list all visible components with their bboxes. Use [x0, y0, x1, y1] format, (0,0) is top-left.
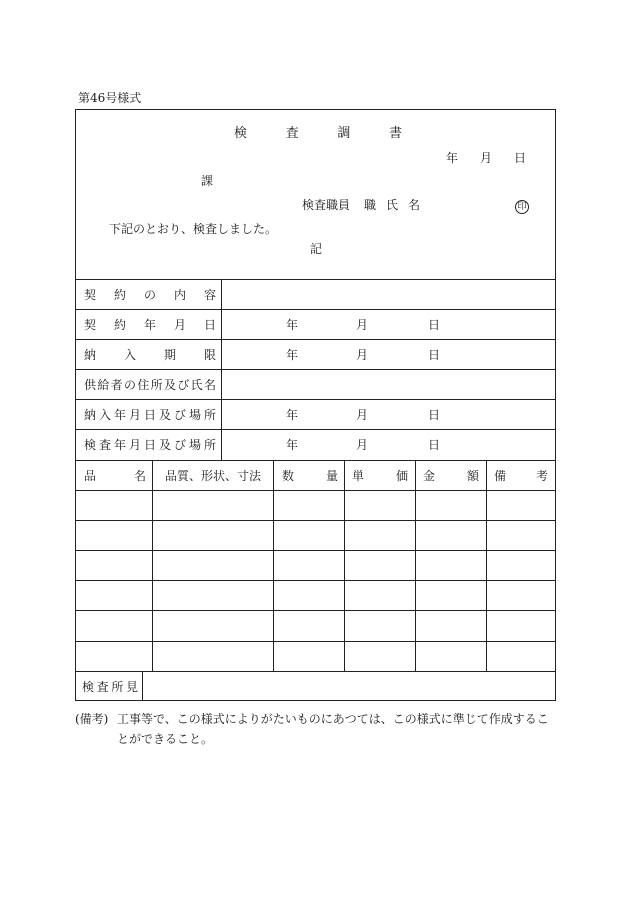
department-label: 課: [201, 174, 214, 188]
row-date-month: 月: [356, 348, 369, 362]
remarks-label: (備考): [75, 712, 109, 726]
row-label-contract-content: 契約の内容: [84, 288, 216, 302]
date-month: 月: [479, 151, 492, 165]
title-char: 査: [285, 126, 299, 141]
inspector-label: 検査職員: [302, 198, 351, 212]
column-header-notes: 備考: [494, 469, 548, 483]
form-number: 第46号様式: [78, 91, 142, 105]
row-date-day: 日: [428, 438, 441, 452]
row-label-supplier: 供給者の住所及び氏名: [84, 378, 216, 392]
title-char: 調: [337, 126, 351, 141]
row-date-day: 日: [428, 348, 441, 362]
row-date-year: 年: [286, 408, 299, 422]
row-label-inspection-date-place: 検査年月日及び場所: [84, 438, 216, 452]
column-header-item-name: 品名: [84, 469, 146, 483]
row-date-year: 年: [286, 438, 299, 452]
report-date: [446, 151, 526, 165]
title-char: 書: [388, 126, 402, 141]
intro-text: 下記のとおり、検査しました。: [109, 222, 278, 236]
row-date-day: 日: [428, 408, 441, 422]
row-date-year: 年: [286, 348, 299, 362]
column-header-quality: 品質、形状、寸法: [165, 469, 262, 483]
remarks-text: 工事等で、この様式によりがたいものにあつては、この様式に準じて作成することができること。: [117, 712, 549, 746]
inspection-form: [75, 109, 556, 701]
inspection-opinion-label: 検査所見: [82, 680, 138, 694]
row-date-month: 月: [356, 318, 369, 332]
column-header-quantity: 数量: [282, 469, 338, 483]
row-date-day: 日: [428, 318, 441, 332]
row-date-month: 月: [356, 438, 369, 452]
title-char: 検: [234, 126, 248, 141]
row-label-contract-date: 契約年月日: [84, 318, 216, 332]
row-date-month: 月: [356, 408, 369, 422]
date-year: 年: [446, 151, 459, 165]
name-char: 氏: [385, 198, 398, 212]
row-date-year: 年: [286, 318, 299, 332]
column-header-amount: 金額: [423, 469, 479, 483]
date-day: 日: [513, 151, 526, 165]
row-label-delivery-deadline: 納入期限: [84, 348, 216, 362]
name-label: [364, 198, 420, 212]
row-label-delivery-date-place: 納入年月日及び場所: [84, 408, 216, 422]
record-label: 記: [310, 242, 323, 256]
form-title: [234, 127, 402, 141]
seal-mark: 印: [515, 200, 529, 214]
column-header-unit-price: 単価: [352, 469, 408, 483]
remarks: [75, 709, 565, 749]
name-char: 名: [407, 198, 420, 212]
name-char: 職: [364, 198, 377, 212]
